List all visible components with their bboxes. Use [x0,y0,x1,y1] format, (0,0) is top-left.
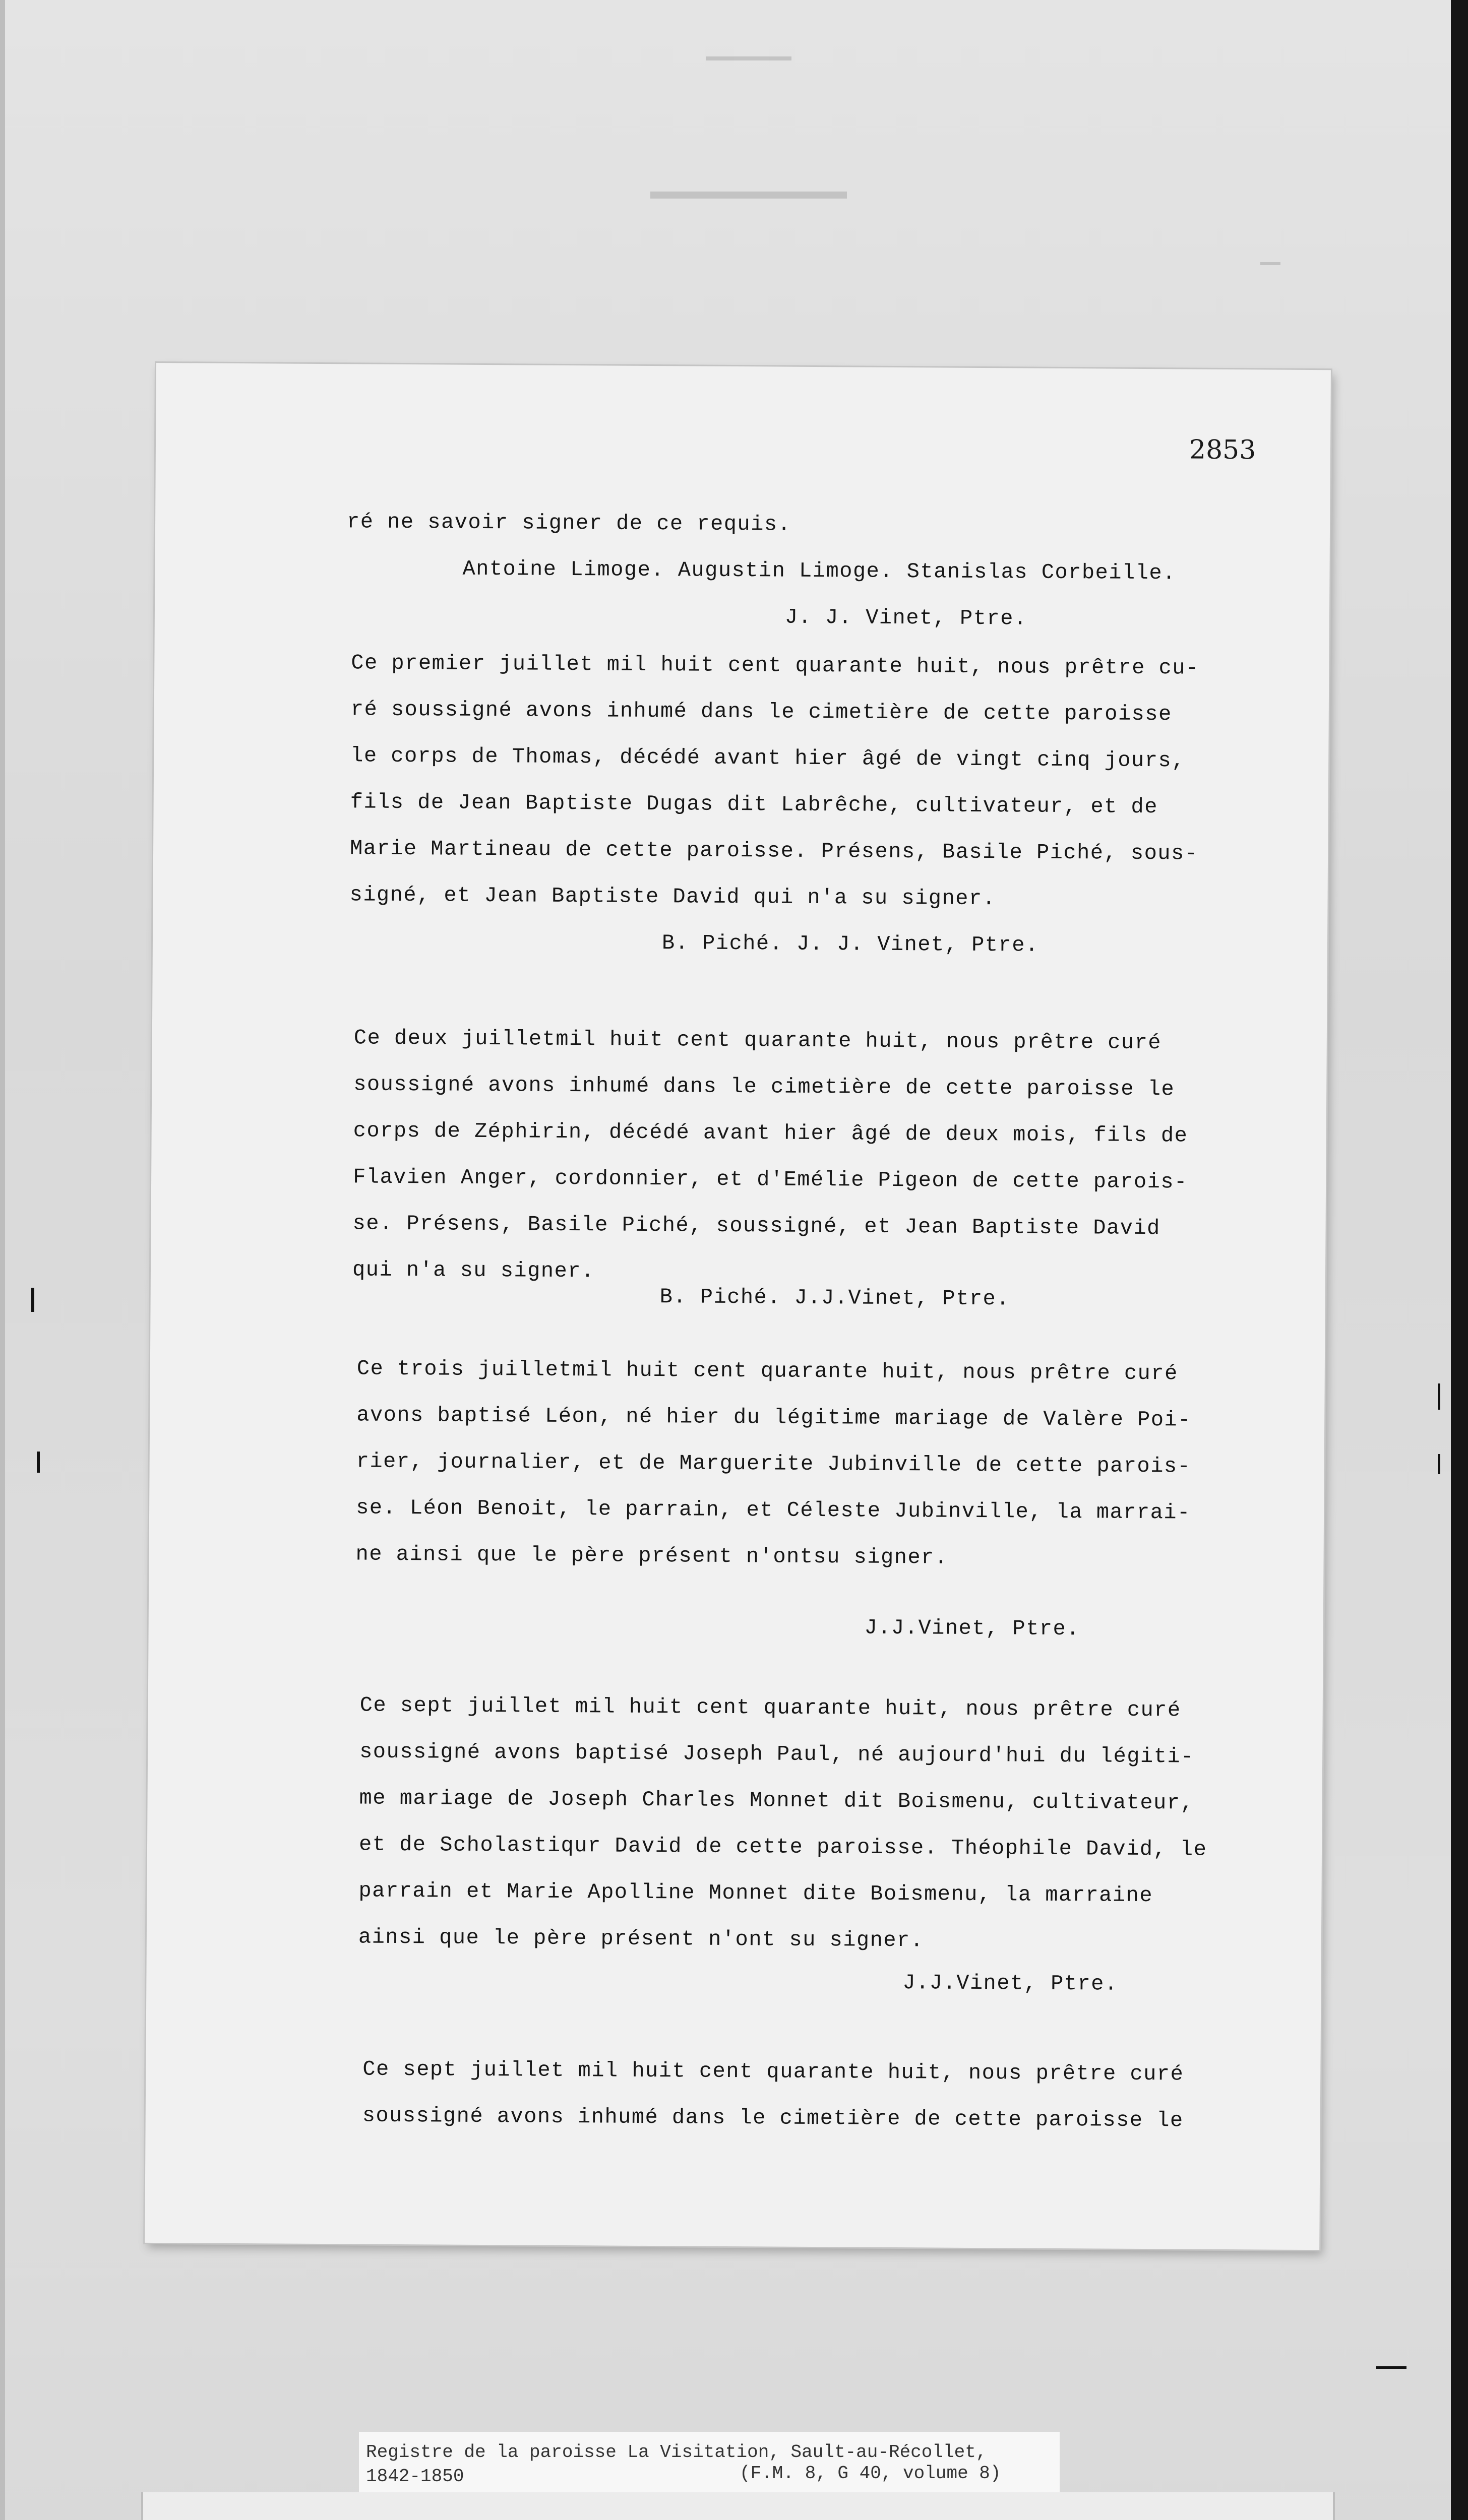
signature-line: B. Piché. J.J.Vinet, Ptre. [659,1285,1010,1311]
text-line: Ce sept juillet mil huit cent quarante huit, nous prêtre curé [362,2057,1184,2087]
reference-label [359,2432,1060,2497]
text-line: Ce trois juilletmil huit cent quarante huit, nous prêtre curé [356,1356,1178,1386]
scratch-top-2 [650,192,847,199]
signature-line: B. Piché. J. J. Vinet, Ptre. [661,931,1039,958]
text-line: avons baptisé Léon, né hier du légitime mariage de Valère Poi- [356,1403,1192,1432]
text-line: Ce sept juillet mil huit cent quarante huit, nous prêtre curé [359,1693,1181,1723]
film-mark-3 [1438,1383,1440,1410]
reference-fonds: (F.M. 8, G 40, volume 8) [740,2463,1001,2484]
text-line: ainsi que le père présent n'ont su signer. [358,1925,924,1953]
reference-years: 1842-1850 [366,2466,464,2487]
archive-stamp [141,2492,1335,2520]
text-line: signé, et Jean Baptiste David qui n'a su signer. [349,883,996,911]
text-line: Marie Martineau de cette paroisse. Présens, Basile Piché, sous- [349,836,1198,866]
scratch-top-3 [1260,262,1280,265]
register-text [145,363,1331,2250]
film-mark-1 [31,1288,34,1312]
text-line: Ce deux juilletmil huit cent quarante huit, nous prêtre curé [353,1026,1162,1055]
film-mark-2 [37,1452,40,1473]
reference-title: Registre de la paroisse La Visitation, Sault-au-Récollet, [366,2442,987,2463]
scratch-top-1 [706,56,791,60]
text-line: soussigné avons baptisé Joseph Paul, né aujourd'hui du légiti- [359,1739,1194,1769]
text-line: corps de Zéphirin, décédé avant hier âgé de deux mois, fils de [353,1118,1188,1148]
film-left-edge [0,0,5,2520]
page-number: 2853 [1189,434,1256,466]
text-line: parrain et Marie Apolline Monnet dite Boismenu, la marraine [358,1878,1153,1908]
register-page [145,363,1331,2250]
signature-line: Antoine Limoge. Augustin Limoge. Stanislas Corbeille. [462,556,1176,586]
text-line: ré ne savoir signer de ce requis. [346,510,791,537]
text-line: Flavien Anger, cordonnier, et d'Emélie Pigeon de cette parois- [352,1165,1188,1194]
text-line: soussigné avons inhumé dans le cimetière de cette paroisse le [362,2103,1184,2133]
text-line: me mariage de Joseph Charles Monnet dit Boismenu, cultivateur, [359,1786,1194,1815]
signature-line: J.J.Vinet, Ptre. [864,1615,1080,1642]
text-line: qui n'a su signer. [352,1257,595,1284]
text-line: Ce premier juillet mil huit cent quarante huit, nous prêtre cu- [351,651,1199,680]
text-line: se. Léon Benoit, le parrain, et Céleste Jubinville, la marrai- [355,1495,1191,1525]
film-right-edge [1451,0,1468,2520]
text-line: ré soussigné avons inhumé dans le cimetière de cette paroisse [350,697,1172,727]
text-line: le corps de Thomas, décédé avant hier âgé de vingt cinq jours, [350,743,1186,773]
film-mark-4 [1438,1454,1440,1474]
signature-line: J. J. Vinet, Ptre. [784,605,1027,631]
text-line: ne ainsi que le père présent n'ontsu signer. [355,1542,948,1570]
film-mark-5 [1376,2366,1406,2369]
text-line: se. Présens, Basile Piché, soussigné, et Jean Baptiste David [352,1211,1160,1241]
text-line: soussigné avons inhumé dans le cimetière de cette paroisse le [353,1072,1175,1102]
text-line: rier, journalier, et de Marguerite Jubinville de cette parois- [356,1449,1191,1479]
text-line: et de Scholastiqur David de cette paroisse. Théophile David, le [358,1832,1207,1862]
text-line: fils de Jean Baptiste Dugas dit Labrêche, cultivateur, et de [350,790,1158,820]
signature-line: J.J.Vinet, Ptre. [902,1971,1118,1996]
